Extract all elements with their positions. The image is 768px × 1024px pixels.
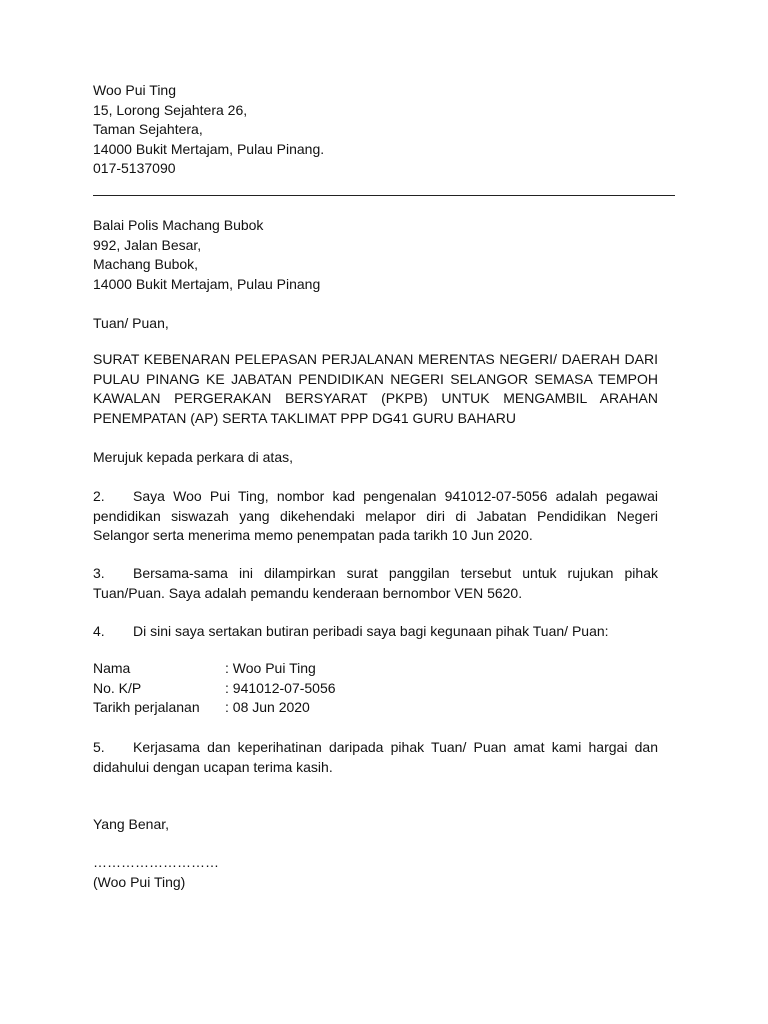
paragraph-text: Saya Woo Pui Ting, nombor kad pengenalan 941012-07-5056 adalah pegawai pendidikan siswazah yang dikehendaki melapor diri di Jabatan Pendidikan Negeri Selangor serta menerima memo penempatan pada tarikh 10 Jun 2020. [93,488,658,543]
details-row-ic [93,679,658,699]
paragraph-number: 2. [93,488,105,504]
letter-subject: SURAT KEBENARAN PELEPASAN PERJALANAN MERENTAS NEGERI/ DAERAH DARI PULAU PINANG KE JABATAN PENDIDIKAN NEGERI SELANGOR SEMASA TEMPOH KAWALAN PERGERAKAN BERSYARAT (PKPB) UNTUK MENGAMBIL ARAHAN PENEMPATAN (AP) SERTA TAKLIMAT PPP DG41 GURU BAHARU [93,351,658,426]
sender-address-line: 15, Lorong Sejahtera 26, [93,101,248,118]
sender-address-line: 14000 Bukit Mertajam, Pulau Pinang. [93,140,325,157]
paragraph-text: Di sini saya sertakan butiran peribadi saya bagi kegunaan pihak Tuan/ Puan: [133,623,609,639]
sender-name: Woo Pui Ting [93,82,177,98]
recipient-name: Balai Polis Machang Bubok [93,217,264,233]
details-value: : 08 Jun 2020 [225,699,310,715]
paragraph-number: 3. [93,565,105,581]
details-row-date [93,698,658,718]
paragraph-number: 4. [93,623,105,639]
sender-phone: 017-5137090 [93,160,176,176]
reference-line: Merujuk kepada perkara di atas, [93,449,293,465]
recipient-address-line: 992, Jalan Besar, [93,236,202,253]
details-row-name [93,659,658,679]
details-label: Nama [93,660,131,676]
salutation: Tuan/ Puan, [93,315,169,331]
recipient-address-line: 14000 Bukit Mertajam, Pulau Pinang [93,275,321,292]
signature-line: ……………………… [93,854,219,870]
recipient-address-line: Machang Bubok, [93,256,199,272]
recipient-address [93,216,658,294]
paragraph-5 [93,738,658,777]
paragraph-3 [93,564,658,603]
signature-block [93,853,658,892]
details-value: : Woo Pui Ting [225,660,316,676]
paragraph-text: Bersama-sama ini dilampirkan surat panggilan tersebut untuk rujukan pihak Tuan/Puan. Saya adalah pemandu kenderaan bernombor VEN 5620. [93,565,658,601]
header-divider [93,195,675,196]
paragraph-4 [93,622,658,642]
details-value: : 941012-07-5056 [225,679,336,696]
paragraph-number: 5. [93,739,105,755]
details-label: Tarikh perjalanan [93,699,200,715]
paragraph-text: Kerjasama dan keperihatinan daripada pihak Tuan/ Puan amat kami hargai dan didahului dengan ucapan terima kasih. [93,739,658,775]
closing: Yang Benar, [93,816,170,832]
sender-address-line: Taman Sejahtera, [93,121,203,137]
signature-name: (Woo Pui Ting) [93,873,186,890]
details-label: No. K/P [93,679,142,696]
personal-details [93,659,658,718]
paragraph-2 [93,487,658,546]
sender-address [93,81,658,179]
